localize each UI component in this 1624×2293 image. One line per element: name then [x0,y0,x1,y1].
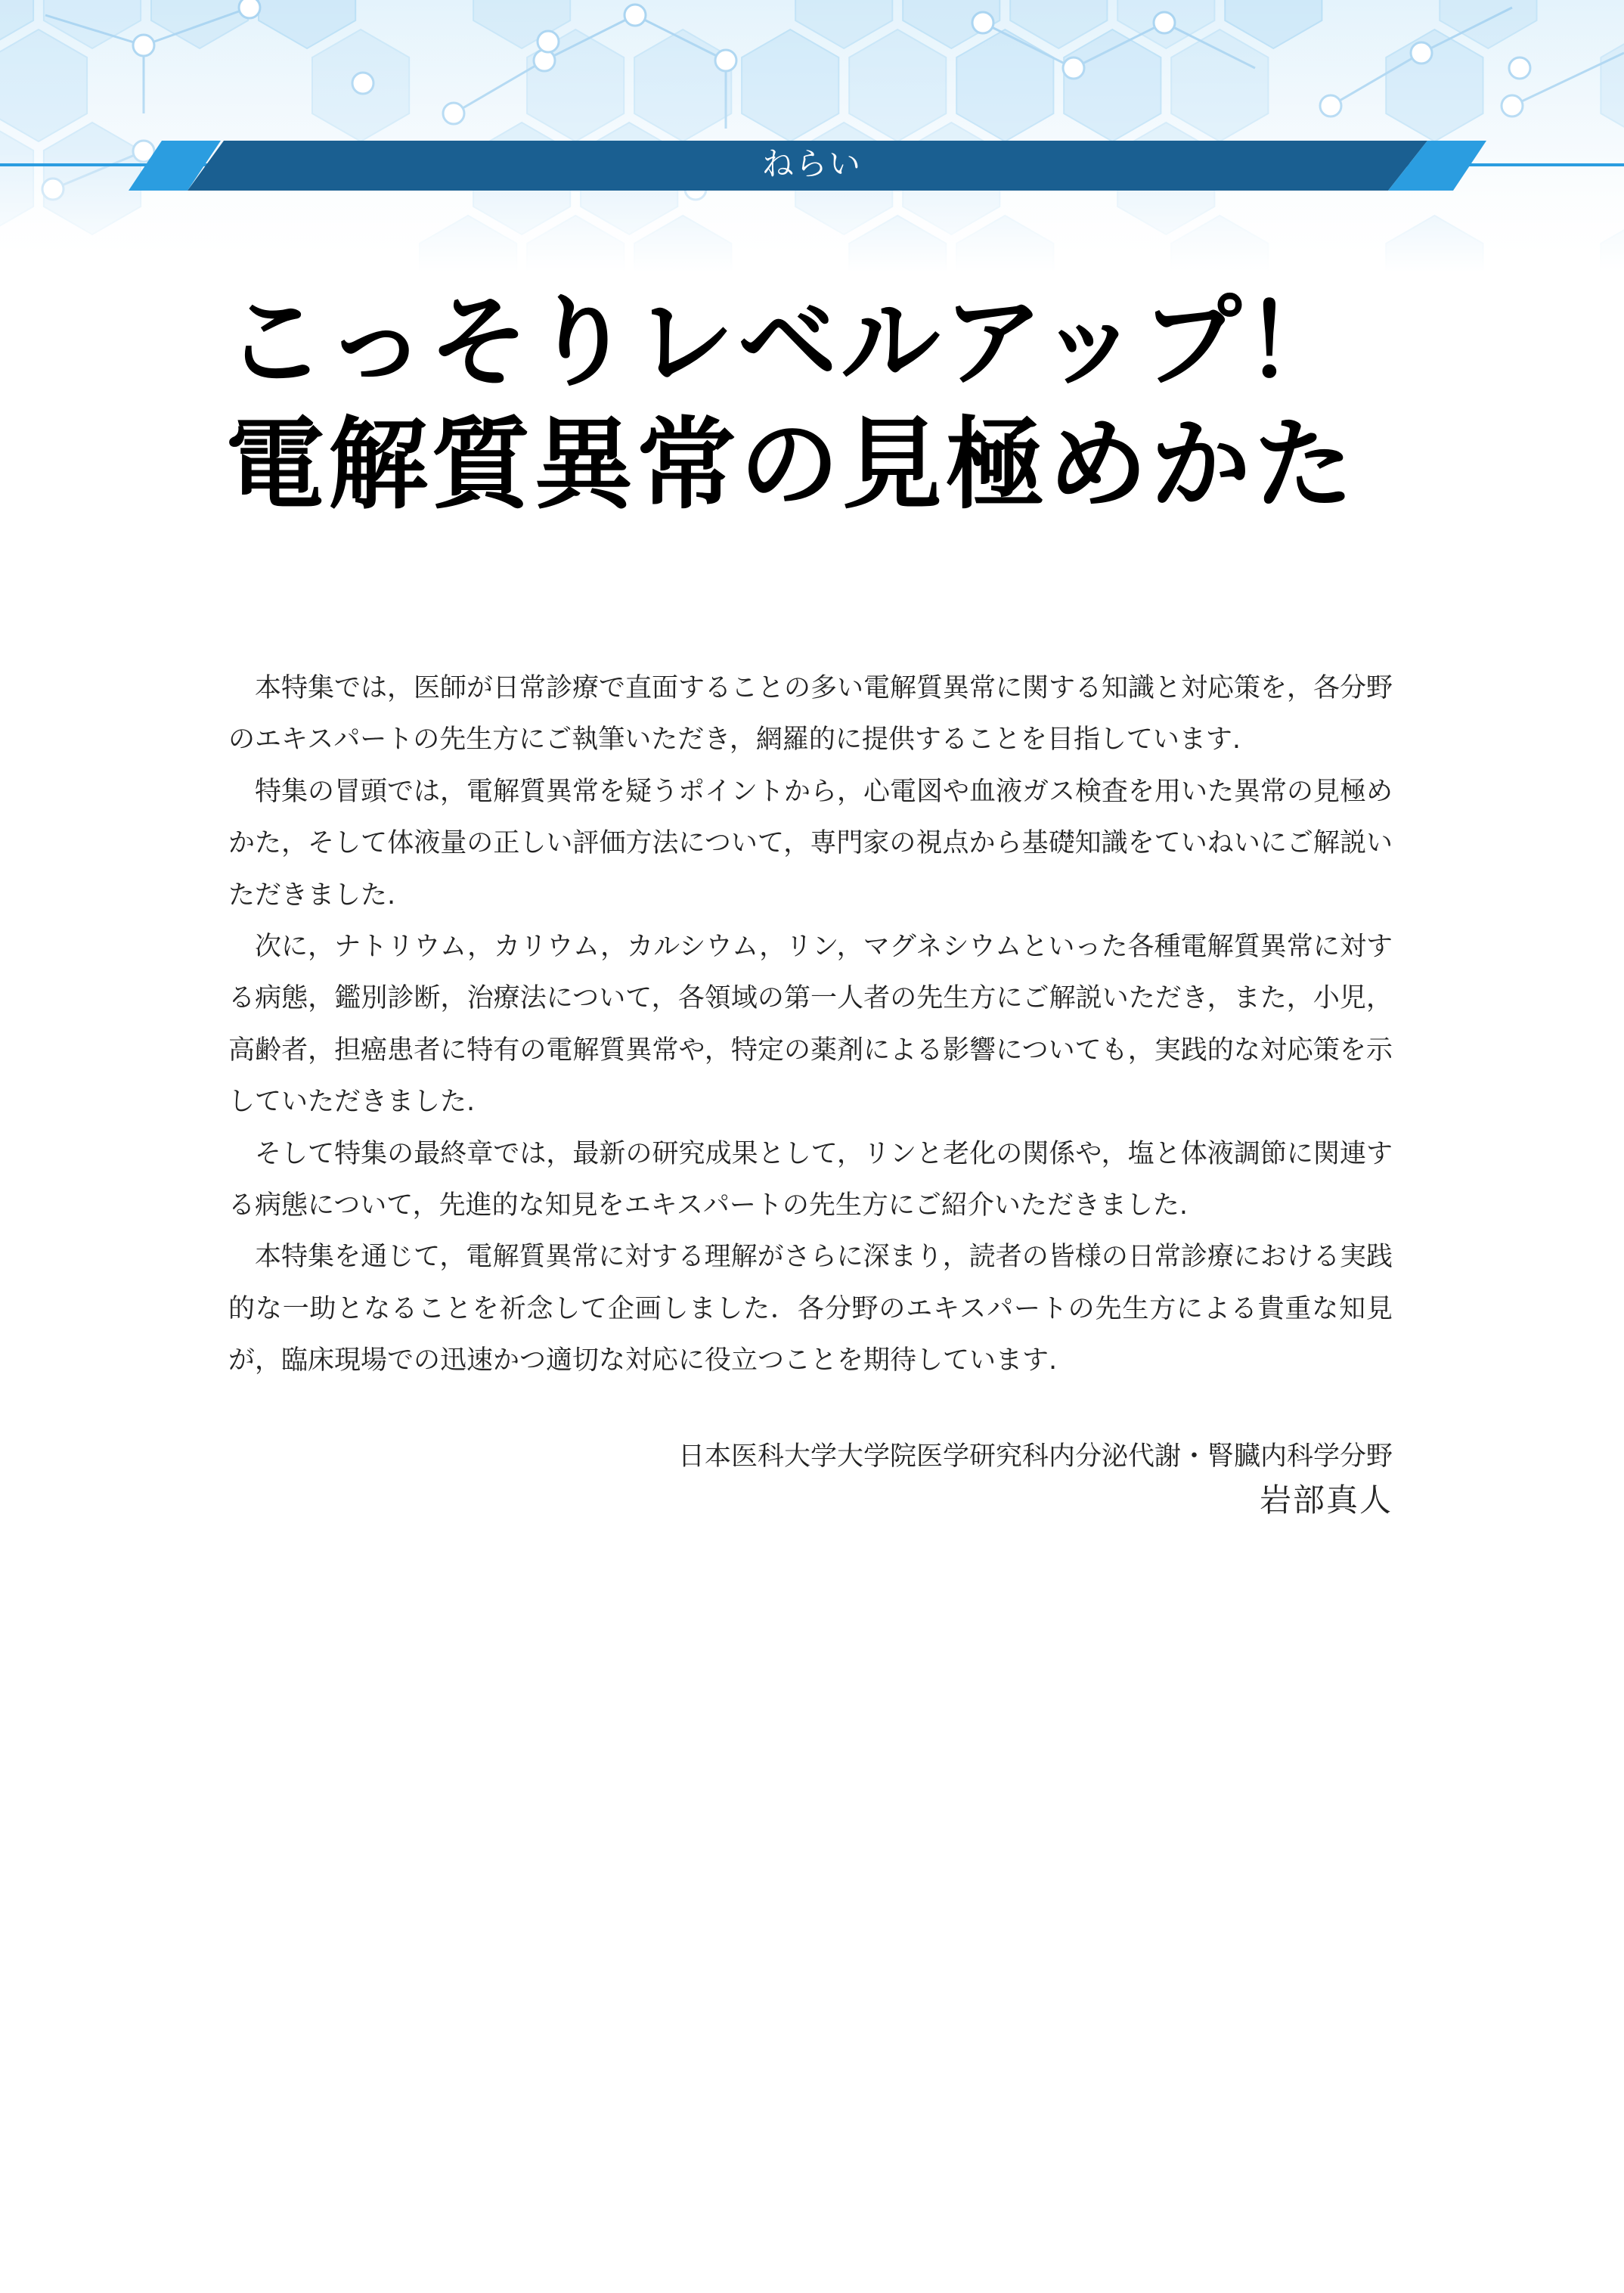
article-title-line-2: 電解質異常の見極めかた [225,407,1356,523]
author-affiliation: 日本医科大学大学院医学研究科内分泌代謝・腎臓内科学分野 [677,1441,1393,1472]
section-label: ねらい [761,145,862,182]
article-body [228,662,1393,1387]
article-title-line-1: こっそりレベルアップ！ [225,284,1348,401]
signature-block [228,1435,1393,1523]
body-paragraph: 本特集を通じて，電解質異常に対する理解がさらに深まり，読者の皆様の日常診療における実践的な一助となることを祈念して企画しました．各分野のエキスパートの先生方による貴重な知見が，臨床現場での迅速かつ適切な対応に役立つことを期待しています. [228,1242,1393,1376]
author-name: 岩部真人 [1259,1482,1393,1519]
body-paragraph: 特集の冒頭では，電解質異常を疑うポイントから，心電図や血液ガス検査を用いた異常の見極めかた，そして体液量の正しい評価方法について，専門家の視点から基礎知識をていねいにご解説いただきました. [228,776,1393,911]
body-paragraph: そして特集の最終章では，最新の研究成果として，リンと老化の関係や，塩と体液調節に関連する病態について，先進的な知見をエキスパートの先生方にご紹介いただきました. [228,1138,1393,1221]
article-title [225,281,1405,526]
body-paragraph: 次に，ナトリウム，カリウム，カルシウム，リン，マグネシウムといった各種電解質異常に対する病態，鑑別診断，治療法について，各領域の第一人者の先生方にご解説いただき，また，小児，高齢者，担癌患者に特有の電解質異常や，特定の薬剤による影響についても，実践的な対応策を示していただきました. [228,932,1393,1118]
body-paragraph: 本特集では，医師が日常診療で直面することの多い電解質異常に関する知識と対応策を，各分野のエキスパートの先生方にご執筆いただき，網羅的に提供することを目指しています. [228,673,1393,756]
